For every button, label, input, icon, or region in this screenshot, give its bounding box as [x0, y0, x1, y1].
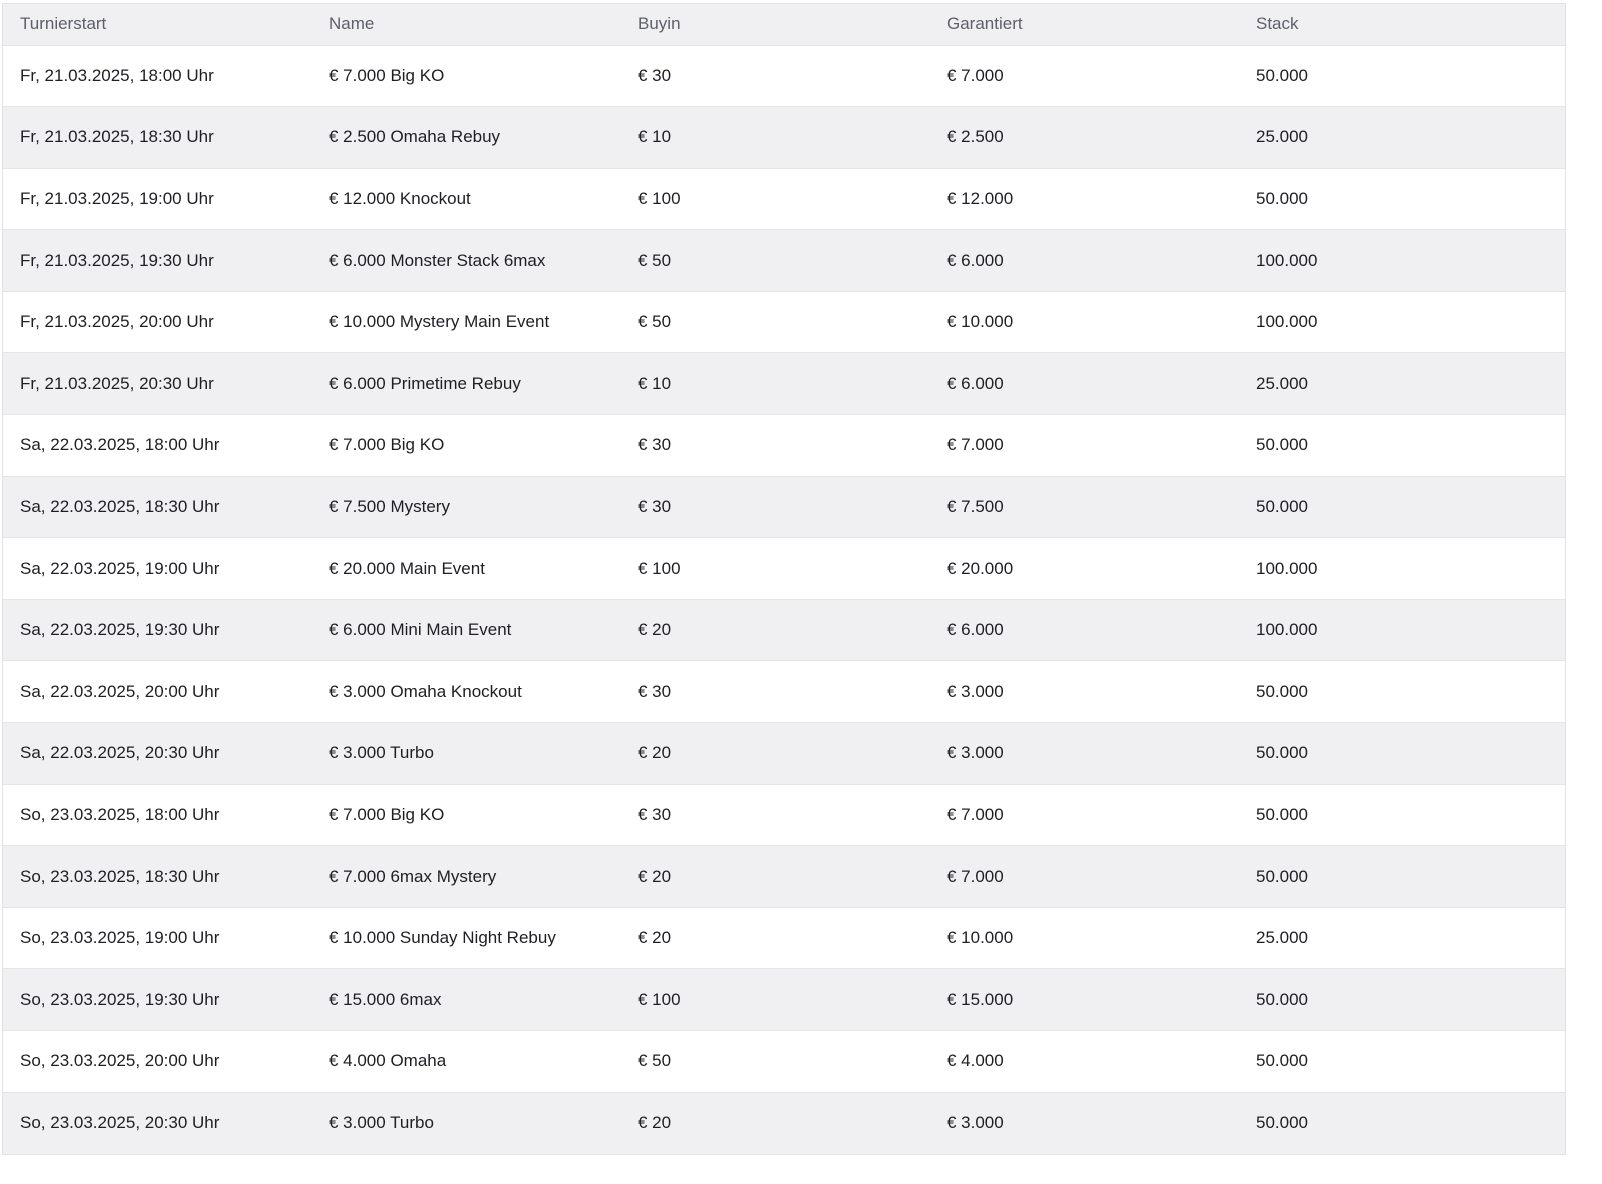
cell-garantiert: € 4.000 [930, 1031, 1239, 1093]
table-header [3, 4, 1565, 45]
cell-buyin: € 30 [621, 45, 930, 107]
cell-buyin: € 30 [621, 476, 930, 538]
cell-turnierstart: So, 23.03.2025, 19:00 Uhr [3, 907, 312, 969]
table-row[interactable] [3, 969, 1565, 1031]
cell-turnierstart: Sa, 22.03.2025, 20:30 Uhr [3, 723, 312, 785]
cell-garantiert: € 3.000 [947, 1113, 1004, 1133]
table-row[interactable] [3, 784, 1565, 846]
cell-name: € 7.000 Big KO [312, 415, 621, 477]
column-header-name[interactable]: Name [312, 4, 621, 45]
cell-buyin: € 50 [621, 230, 930, 292]
cell-garantiert: € 7.000 [930, 45, 1239, 107]
cell-turnierstart: Fr, 21.03.2025, 18:30 Uhr [3, 107, 312, 169]
cell-garantiert: € 7.500 [930, 476, 1239, 538]
cell-stack: 100.000 [1239, 230, 1565, 292]
cell-name: € 6.000 Primetime Rebuy [312, 353, 621, 415]
cell-garantiert: € 20.000 [930, 538, 1239, 600]
table-body [3, 45, 1565, 1154]
cell-turnierstart: Fr, 21.03.2025, 20:00 Uhr [3, 291, 312, 353]
table-header-row [3, 4, 1565, 45]
column-header-garantiert[interactable]: Garantiert [930, 4, 1239, 45]
cell-buyin: € 20 [621, 846, 930, 908]
cell-turnierstart: So, 23.03.2025, 20:30 Uhr [20, 1113, 220, 1133]
cell-turnierstart: Sa, 22.03.2025, 18:30 Uhr [3, 476, 312, 538]
cell-turnierstart: So, 23.03.2025, 20:00 Uhr [3, 1031, 312, 1093]
cell-stack: 50.000 [1239, 415, 1565, 477]
cell-turnierstart: So, 23.03.2025, 18:30 Uhr [3, 846, 312, 908]
cell-name: € 10.000 Mystery Main Event [312, 291, 621, 353]
cell-garantiert: € 7.000 [930, 415, 1239, 477]
table-row[interactable] [3, 846, 1565, 908]
cell-buyin: € 50 [621, 1031, 930, 1093]
cell-name: € 20.000 Main Event [312, 538, 621, 600]
cell-name: € 2.500 Omaha Rebuy [312, 107, 621, 169]
cell-stack: 50.000 [1239, 661, 1565, 723]
cell-buyin: € 20 [621, 723, 930, 785]
cell-buyin: € 20 [621, 907, 930, 969]
cell-turnierstart: Fr, 21.03.2025, 19:00 Uhr [3, 168, 312, 230]
cell-garantiert: € 10.000 [930, 907, 1239, 969]
cell-buyin: € 20 [638, 1113, 672, 1133]
cell-name: € 3.000 Turbo [312, 723, 621, 785]
cell-stack: 50.000 [1239, 1031, 1565, 1093]
cell-buyin: € 20 [621, 599, 930, 661]
cell-buyin: € 100 [621, 969, 930, 1031]
cell-garantiert: € 7.000 [930, 784, 1239, 846]
cell-stack: 50.000 [1239, 784, 1565, 846]
table-row[interactable] [3, 907, 1565, 969]
cell-name: € 12.000 Knockout [312, 168, 621, 230]
table-row[interactable] [3, 661, 1565, 723]
table-row[interactable] [3, 599, 1565, 661]
cell-name: € 10.000 Sunday Night Rebuy [312, 907, 621, 969]
cell-garantiert: € 10.000 [930, 291, 1239, 353]
cell-name: € 7.000 Big KO [312, 784, 621, 846]
cell-buyin: € 30 [621, 415, 930, 477]
table-row[interactable] [3, 168, 1565, 230]
cell-name: € 4.000 Omaha [312, 1031, 621, 1093]
cell-stack: 100.000 [1239, 291, 1565, 353]
table-row[interactable] [3, 230, 1565, 292]
cell-buyin: € 100 [621, 538, 930, 600]
cell-stack: 25.000 [1239, 353, 1565, 415]
cell-name: € 7.500 Mystery [312, 476, 621, 538]
table-row[interactable] [3, 1092, 1565, 1154]
cell-buyin: € 30 [621, 784, 930, 846]
cell-name: € 6.000 Monster Stack 6max [312, 230, 621, 292]
cell-garantiert: € 3.000 [930, 723, 1239, 785]
cell-turnierstart: So, 23.03.2025, 19:30 Uhr [3, 969, 312, 1031]
cell-name: € 3.000 Turbo [329, 1113, 434, 1133]
cell-name: € 7.000 6max Mystery [312, 846, 621, 908]
cell-stack: 25.000 [1239, 107, 1565, 169]
cell-name: € 3.000 Omaha Knockout [312, 661, 621, 723]
cell-name: € 6.000 Mini Main Event [312, 599, 621, 661]
cell-stack: 50.000 [1239, 476, 1565, 538]
column-header-stack[interactable]: Stack [1239, 4, 1565, 45]
cell-turnierstart: Sa, 22.03.2025, 18:00 Uhr [3, 415, 312, 477]
cell-buyin: € 100 [621, 168, 930, 230]
table-row[interactable] [3, 476, 1565, 538]
tournament-table-container [2, 3, 1566, 1155]
cell-stack: 50.000 [1256, 1113, 1308, 1133]
cell-stack: 50.000 [1239, 969, 1565, 1031]
table-row[interactable] [3, 538, 1565, 600]
cell-turnierstart: Sa, 22.03.2025, 19:30 Uhr [3, 599, 312, 661]
cell-turnierstart: So, 23.03.2025, 18:00 Uhr [3, 784, 312, 846]
cell-name: € 15.000 6max [312, 969, 621, 1031]
table-row[interactable] [3, 291, 1565, 353]
cell-buyin: € 30 [621, 661, 930, 723]
cell-garantiert: € 6.000 [930, 230, 1239, 292]
cell-garantiert: € 6.000 [930, 353, 1239, 415]
cell-stack: 50.000 [1239, 168, 1565, 230]
column-header-turnierstart[interactable]: Turnierstart [3, 4, 312, 45]
cell-stack: 100.000 [1239, 538, 1565, 600]
cell-turnierstart: Sa, 22.03.2025, 19:00 Uhr [3, 538, 312, 600]
table-row[interactable] [3, 723, 1565, 785]
cell-stack: 50.000 [1239, 723, 1565, 785]
cell-turnierstart: Fr, 21.03.2025, 20:30 Uhr [3, 353, 312, 415]
table-row[interactable] [3, 45, 1565, 107]
table-row[interactable] [3, 107, 1565, 169]
cell-stack: 25.000 [1239, 907, 1565, 969]
cell-turnierstart: Fr, 21.03.2025, 18:00 Uhr [3, 45, 312, 107]
cell-garantiert: € 15.000 [930, 969, 1239, 1031]
cell-buyin: € 10 [621, 353, 930, 415]
cell-stack: 100.000 [1239, 599, 1565, 661]
cell-garantiert: € 3.000 [930, 661, 1239, 723]
cell-garantiert: € 6.000 [930, 599, 1239, 661]
tournament-table [3, 4, 1565, 1154]
cell-garantiert: € 12.000 [930, 168, 1239, 230]
table-row[interactable] [3, 353, 1565, 415]
table-row[interactable] [3, 1031, 1565, 1093]
cell-buyin: € 10 [621, 107, 930, 169]
cell-garantiert: € 7.000 [930, 846, 1239, 908]
cell-turnierstart: Sa, 22.03.2025, 20:00 Uhr [3, 661, 312, 723]
cell-garantiert: € 2.500 [930, 107, 1239, 169]
cell-stack: 50.000 [1239, 846, 1565, 908]
cell-buyin: € 50 [621, 291, 930, 353]
cell-name: € 7.000 Big KO [312, 45, 621, 107]
cell-turnierstart: Fr, 21.03.2025, 19:30 Uhr [3, 230, 312, 292]
table-row[interactable] [3, 415, 1565, 477]
cell-stack: 50.000 [1239, 45, 1565, 107]
column-header-buyin[interactable]: Buyin [621, 4, 930, 45]
